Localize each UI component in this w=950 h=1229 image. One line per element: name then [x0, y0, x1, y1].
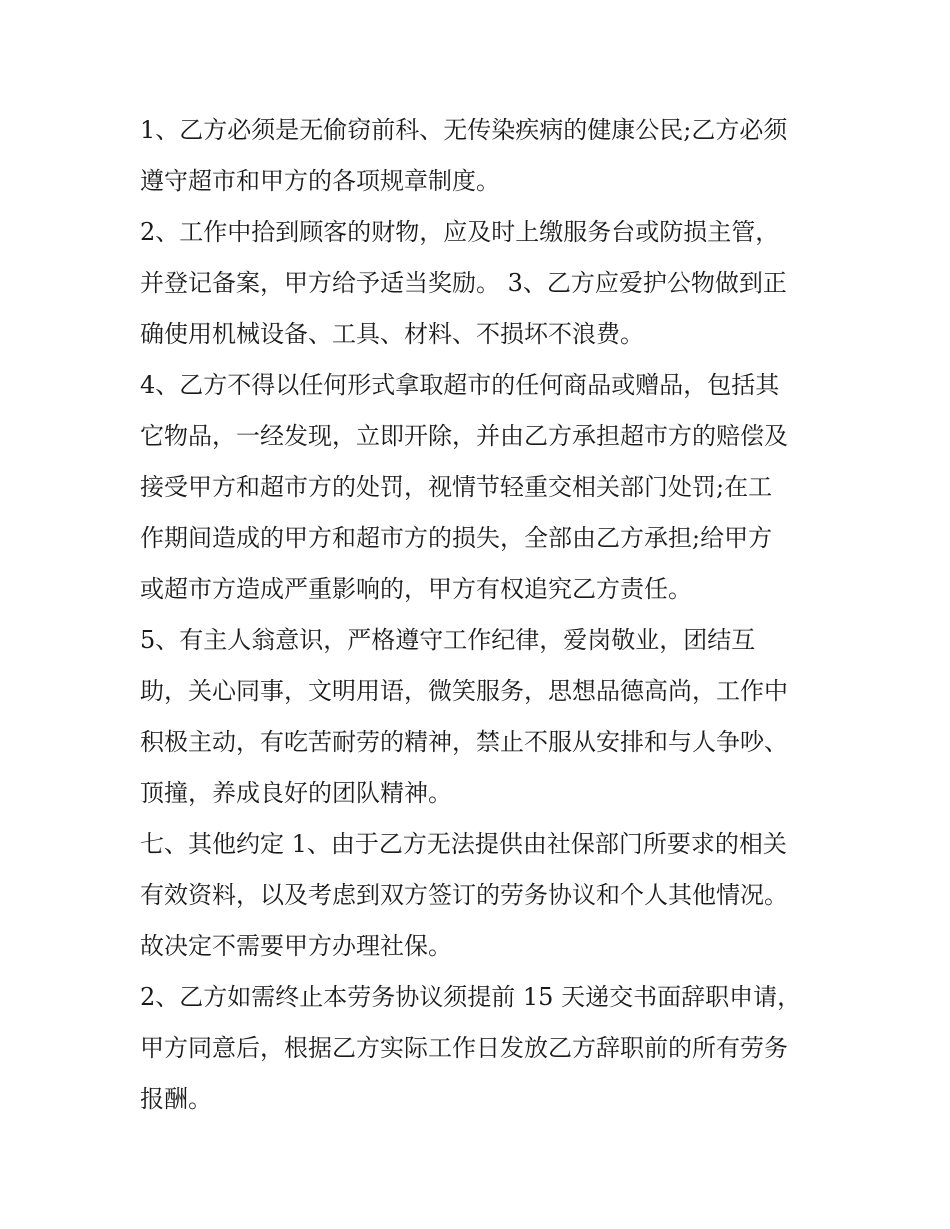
text-line: 助，关心同事，文明用语，微笑服务，思想品德高尚，工作中	[140, 677, 788, 705]
text-line: 2、乙方如需终止本劳务协议须提前 15 天递交书面辞职申请，	[140, 983, 802, 1011]
text-line: 接受甲方和超市方的处罚，视情节轻重交相关部门处罚;在工	[140, 473, 773, 501]
text-line: 1、乙方必须是无偷窃前科、无传染疾病的健康公民;乙方必须	[140, 116, 788, 144]
text-line: 故决定不需要甲方办理社保。	[140, 932, 452, 960]
text-line: 4、乙方不得以任何形式拿取超市的任何商品或赠品，包括其	[140, 371, 780, 399]
text-line: 七、其他约定 1、由于乙方无法提供由社保部门所要求的相关	[140, 830, 787, 858]
text-line: 顶撞，养成良好的团队精神。	[140, 779, 452, 807]
text-line: 甲方同意后，根据乙方实际工作日发放乙方辞职前的所有劳务	[140, 1034, 788, 1062]
text-line: 有效资料，以及考虑到双方签订的劳务协议和个人其他情况。	[140, 881, 788, 909]
text-line: 或超市方造成严重影响的，甲方有权追究乙方责任。	[140, 575, 692, 603]
text-line: 积极主动，有吃苦耐劳的精神，禁止不服从安排和与人争吵、	[140, 728, 788, 756]
text-line: 作期间造成的甲方和超市方的损失，全部由乙方承担;给甲方	[140, 524, 773, 552]
text-line: 2、工作中拾到顾客的财物，应及时上缴服务台或防损主管，	[140, 218, 780, 246]
text-line: 遵守超市和甲方的各项规章制度。	[140, 167, 500, 195]
text-line: 并登记备案，甲方给予适当奖励。 3、乙方应爱护公物做到正	[140, 269, 787, 297]
text-line: 报酬。	[140, 1085, 212, 1113]
text-line: 它物品，一经发现，立即开除，并由乙方承担超市方的赔偿及	[140, 422, 788, 450]
text-line: 确使用机械设备、工具、材料、不损坏不浪费。	[140, 320, 644, 348]
text-line: 5、有主人翁意识，严格遵守工作纪律，爱岗敬业，团结互	[140, 626, 756, 654]
document-body	[140, 105, 820, 1125]
